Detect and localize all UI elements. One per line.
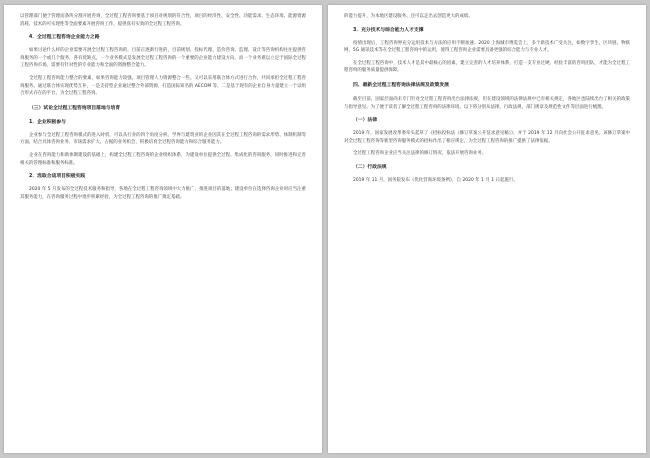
paragraph-text: 企业在咨询能力和新体制建设的基础上，构建全过程工程咨询的企业组织体系，为建设单位提供全过程、集成化的咨询服务，同时推进和完善相关的管理标准和服务标准。 <box>20 152 306 166</box>
paragraph-text: 疫情出现后，工程咨询界充分运用技术与方法的应用不断加速。2020 上海城市博览会上，多个新技术广受关注，如数字孪生、区块链、物联网、5G 通讯技术等在全过程工程咨询中的运用，使得工程咨询企业需要具备更强的综合能力与专业人才。 <box>344 40 630 54</box>
paragraph <box>344 13 630 21</box>
paragraph-text: 全过程工程咨询能力整合的要素，如果咨询能力较强，项目管理人力资源整合一些。又可以采用联合体方式进行合作，共同承担全过程工程咨询服务。通过联合体实现优势互补，一是支持型企业通过整合外部资源，打造国际知名的 AECOM 等，二是基于现有的企业自身力量建立一个以组合形式存在的平台，为全过程工程咨询。 <box>20 75 306 97</box>
section-heading: 1．企业积极参与 <box>29 119 66 125</box>
paragraph <box>344 130 630 145</box>
paragraph-text: 全过程工程咨询企业应当关注法律的修订情况，依法开展咨询业务。 <box>353 151 487 157</box>
paragraph <box>20 152 306 167</box>
paragraph-text: 2019 年 11 月，国务院发布《优化营商环境条例》，自 2020 年 1 月 1 日起施行。 <box>353 177 518 183</box>
paragraph <box>20 132 306 147</box>
paragraph <box>20 186 306 201</box>
paragraph-text: 的能力提升，为本地区建设服务。还可以走出去创造更大的成绩。 <box>344 14 473 19</box>
paragraph-text: 以管理部门便于管理而条块分割开展咨询，全过程工程咨询要基于项目对规划的符合性、项目的经济性、安全性、功能需求、生态环境、能源资源消耗、技术的可实现性等全面要素开展咨询工作，提供真有实效的全过程工程咨询。 <box>20 14 306 27</box>
paragraph <box>344 96 630 111</box>
paragraph <box>20 13 306 28</box>
section-heading: 2．选取合适项目积极实践 <box>29 174 86 180</box>
section-heading: 3．充分技术与综合能力人才支撑 <box>353 27 424 33</box>
section-heading: 4．全过程工程咨询企业能力之路 <box>29 35 100 41</box>
paragraph-text: 2020 年 5 月发布的全过程技术服务和指导，各地在全过程工程咨询领域中大力推广，推进项目的落地；建设单位在选择咨询企业时应当注重其服务能力，在咨询服务过程中逐步积累经验，为全过程工程咨询的推广奠定基础。 <box>20 187 306 200</box>
paragraph-text: 如果讨论什么样的企业需要开展全过程工程咨询的，目前正逐渐行进的，目前规划、投标代理、造价咨询、监理、设计等咨询机构往往提供咨询服务的一个或几个服务，各有优缺点，一个业务模式是发展全过程工程咨询的一个重要的企业能力建设方向。而一个业务难以立足于国际全过程工程咨询市场，需要有针对性的专业能力和全面的资源整合能力。 <box>20 48 306 69</box>
paragraph <box>344 60 630 75</box>
paragraph <box>20 47 306 70</box>
paragraph-text: 截至目前，国家层面尚未专门针对全过程工程咨询出台法律法规，但在建设领域的法律法规中已有相关规定，各地区也陆续出台了相关的政策与指导意见。为了便于读者了解全过程工程咨询的法律环境，以下将分别从法律、行政法规、部门规章及规范性文件等层面进行梳理。 <box>344 96 630 110</box>
paragraph <box>344 150 630 158</box>
chapter-heading: （三）试论全过程工程咨询项目落地与培育 <box>29 105 121 111</box>
right-page <box>328 5 646 453</box>
paragraph <box>20 75 306 98</box>
paragraph-text: 企业参与全过程工程咨询模式的进入时机，可以从行业的四个角度分析，学界与建筑业的企业因其在全过程工程咨询的需求形势、体制机制等方面，结合具体咨询业务、市场需求扩大、占据的业务机会，积极培育全过程咨询能力和综合服务能力。 <box>20 132 306 146</box>
chapter-heading: 四、最新全过程工程咨询法律法规及政策发展 <box>353 82 449 88</box>
paragraph <box>344 40 630 55</box>
paragraph-text: 在全过程工程咨询中，技术人才是其中最核心的因素，建立完善的人才培养体系，打造一支专业过硬、经验丰富的咨询团队，才能为全过程工程咨询的服务质量提供保障。 <box>344 60 630 74</box>
left-page <box>4 5 322 453</box>
section-heading: （二）行政法规 <box>353 164 387 170</box>
paragraph <box>344 177 630 185</box>
paragraph-text: 2019 年，国家发展改革委牵头起草了《招标投标法（修订草案公开征求意见稿）》，并于 2019 年 12 月向社会公开征求意见。该修订草案中对全过程工程咨询等新型咨询服务模式的招标作出了相应规定，为全过程工程咨询的推广提供了法律依据。 <box>344 131 630 144</box>
section-heading: （一）法律 <box>353 118 377 124</box>
